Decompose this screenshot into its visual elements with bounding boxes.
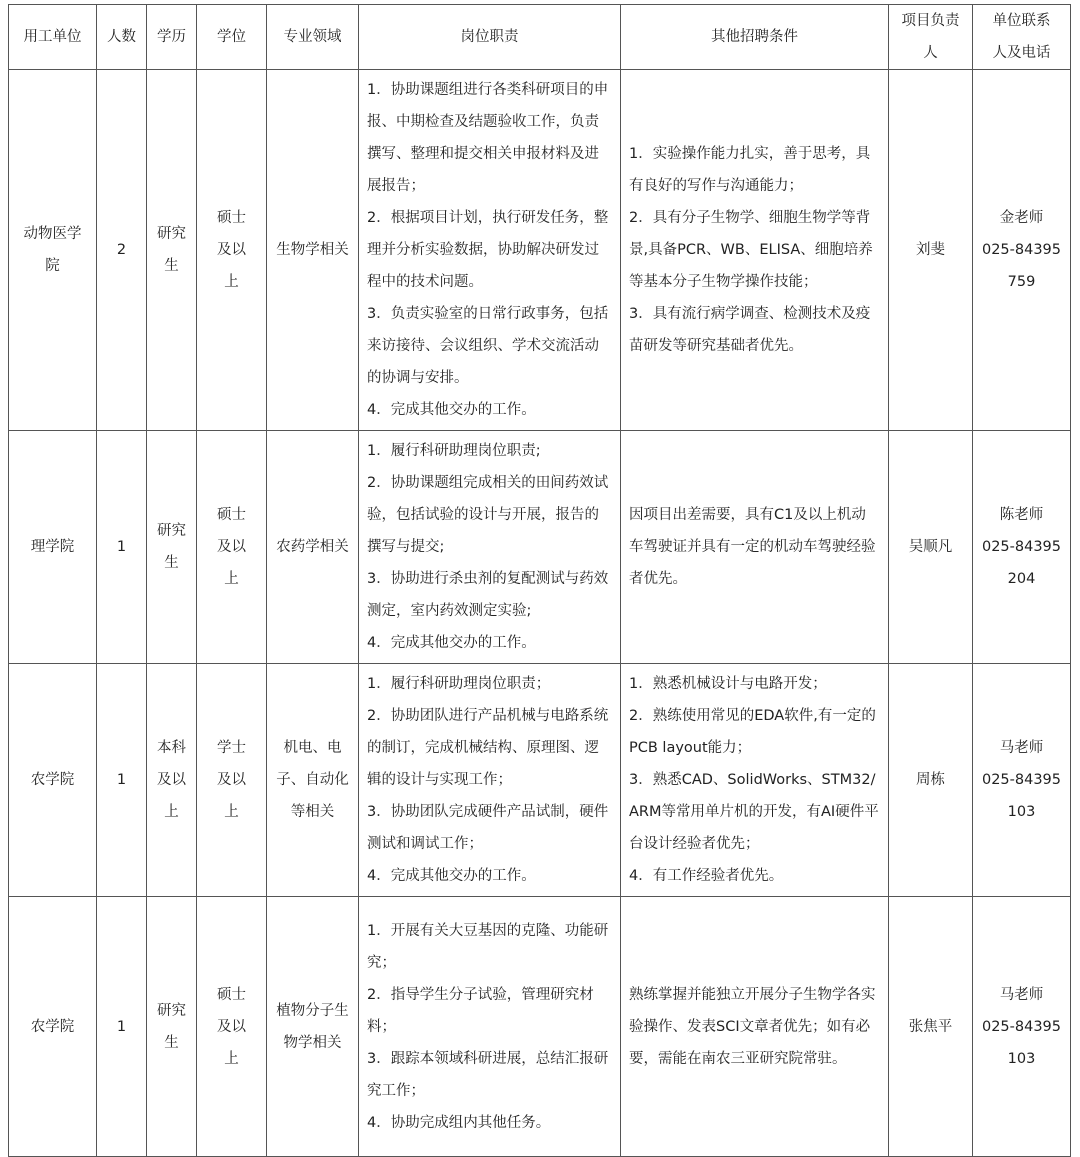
list-item: 2．指导学生分子试验，管理研究材料； (367, 986, 594, 1035)
list-item: 3．负责实验室的日常行政事务，包括来访接待、会议组织、学术交流活动的协调与安排。 (367, 306, 609, 386)
contact-name: 陈老师 (999, 507, 1044, 523)
header-duties: 岗位职责 (359, 5, 621, 70)
contact-phone: 025-84395759 (981, 242, 1062, 290)
cell-count: 1 (97, 664, 147, 897)
table-row (9, 431, 1071, 664)
list-item: 熟练掌握并能独立开展分子生物学各实验操作、发表SCI文章者优先；如有必要，需能在南农三亚研究院常驻。 (629, 986, 876, 1067)
cell-education: 本科及以上 (147, 664, 197, 897)
cell-field: 生物学相关 (267, 70, 359, 431)
list-item: 4．协助完成组内其他任务。 (367, 1114, 551, 1131)
cell-degree: 硕士及以上 (197, 431, 267, 664)
list-item: 4．完成其他交办的工作。 (367, 635, 536, 651)
cell-contact (973, 664, 1071, 897)
contact-phone: 025-84395103 (981, 1018, 1062, 1067)
list-item: 3．熟悉CAD、SolidWorks、STM32/ARM等常用单片机的开发，有AI硬件平台设计经验者优先； (629, 772, 879, 852)
header-leader: 项目负责人 (889, 5, 973, 70)
cell-count: 2 (97, 70, 147, 431)
header-field: 专业领域 (267, 5, 359, 70)
cell-leader: 刘斐 (889, 70, 973, 431)
cell-requirements (621, 70, 889, 431)
list-item: 1．熟悉机械设计与电路开发； (629, 676, 827, 692)
list-item: 4．完成其他交办的工作。 (367, 868, 536, 884)
table-row (9, 70, 1071, 431)
table-row (9, 897, 1071, 1157)
list-item: 3．协助团队完成硬件产品试制，硬件测试和调试工作； (367, 804, 609, 852)
header-unit: 用工单位 (9, 5, 97, 70)
header-requirements: 其他招聘条件 (621, 5, 889, 70)
list-item: 1．实验操作能力扎实，善于思考，具有良好的写作与沟通能力； (629, 146, 871, 194)
list-item: 1．开展有关大豆基因的克隆、功能研究； (367, 922, 609, 971)
cell-leader: 吴顺凡 (889, 431, 973, 664)
cell-field: 机电、电子、自动化等相关 (267, 664, 359, 897)
cell-leader: 张焦平 (889, 897, 973, 1157)
cell-leader: 周栋 (889, 664, 973, 897)
list-item: 3．协助进行杀虫剂的复配测试与药效测定，室内药效测定实验; (367, 571, 609, 619)
contact-name: 金老师 (999, 210, 1044, 226)
cell-education: 研究生 (147, 431, 197, 664)
list-item: 2．协助团队进行产品机械与电路系统的制订，完成机械结构、原理图、逻辑的设计与实现工作； (367, 708, 609, 788)
list-item: 4．有工作经验者优先。 (629, 868, 784, 884)
cell-degree: 硕士及以上 (197, 897, 267, 1157)
cell-field: 农药学相关 (267, 431, 359, 664)
cell-unit: 农学院 (9, 664, 97, 897)
cell-unit: 理学院 (9, 431, 97, 664)
header-row (9, 5, 1071, 70)
cell-field: 植物分子生物学相关 (267, 897, 359, 1157)
cell-unit: 农学院 (9, 897, 97, 1157)
list-item: 1．履行科研助理岗位职责； (367, 676, 551, 692)
recruitment-table (8, 4, 1071, 1157)
contact-name: 马老师 (999, 986, 1044, 1003)
cell-duties (359, 431, 621, 664)
cell-requirements (621, 664, 889, 897)
cell-unit: 动物医学院 (9, 70, 97, 431)
list-item: 3．跟踪本领域科研进展，总结汇报研究工作； (367, 1050, 609, 1099)
cell-requirements (621, 431, 889, 664)
cell-education: 研究生 (147, 70, 197, 431)
list-item: 2．熟练使用常见的EDA软件,有一定的PCB layout能力； (629, 708, 876, 756)
list-item: 3．具有流行病学调查、检测技术及疫苗研发等研究基础者优先。 (629, 306, 871, 354)
cell-contact (973, 431, 1071, 664)
contact-phone: 025-84395204 (981, 539, 1062, 587)
list-item: 1．协助课题组进行各类科研项目的申报、中期检查及结题验收工作，负责撰写、整理和提交相关申报材料及进展报告； (367, 82, 609, 194)
header-count: 人数 (97, 5, 147, 70)
list-item: 2．具有分子生物学、细胞生物学等背景,具备PCR、WB、ELISA、细胞培养等基本分子生物学操作技能； (629, 210, 873, 290)
cell-duties (359, 897, 621, 1157)
header-education: 学历 (147, 5, 197, 70)
list-item: 2．根据项目计划，执行研发任务，整理并分析实验数据，协助解决研发过程中的技术问题。 (367, 210, 609, 290)
cell-contact (973, 897, 1071, 1157)
contact-phone: 025-84395103 (981, 772, 1062, 820)
cell-count: 1 (97, 897, 147, 1157)
cell-education: 研究生 (147, 897, 197, 1157)
list-item: 因项目出差需要，具有C1及以上机动车驾驶证并具有一定的机动车驾驶经验者优先。 (629, 507, 876, 587)
cell-degree: 学士及以上 (197, 664, 267, 897)
table-row (9, 664, 1071, 897)
list-item: 4．完成其他交办的工作。 (367, 402, 536, 418)
cell-count: 1 (97, 431, 147, 664)
list-item: 2．协助课题组完成相关的田间药效试验，包括试验的设计与开展，报告的撰写与提交; (367, 475, 609, 555)
cell-degree: 硕士及以上 (197, 70, 267, 431)
cell-duties (359, 664, 621, 897)
header-degree: 学位 (197, 5, 267, 70)
header-contact: 单位联系人及电话 (973, 5, 1071, 70)
list-item: 1．履行科研助理岗位职责; (367, 443, 541, 459)
cell-contact (973, 70, 1071, 431)
cell-duties (359, 70, 621, 431)
contact-name: 马老师 (999, 740, 1044, 756)
cell-requirements (621, 897, 889, 1157)
